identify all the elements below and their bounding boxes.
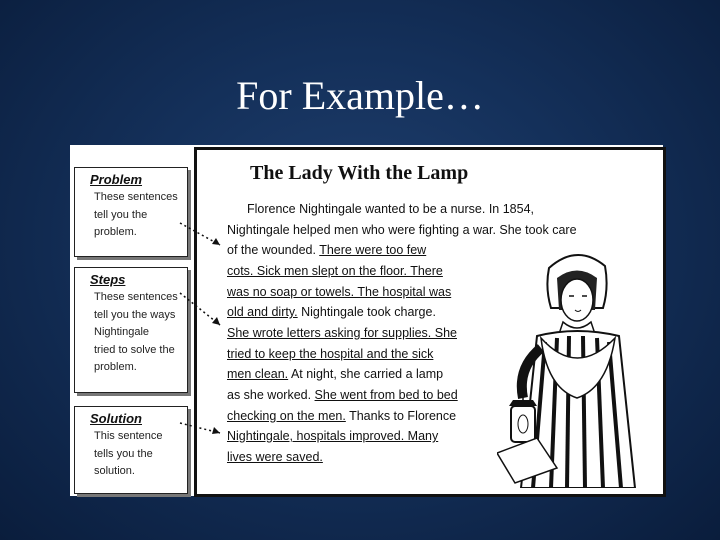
- example-figure: [70, 145, 663, 496]
- problem-line: problem.: [94, 226, 137, 238]
- story-line: was no soap or towels. The hospital was: [227, 285, 452, 299]
- story-line: checking on the men. Thanks to Florence: [227, 409, 457, 423]
- story-line: men clean. At night, she carried a lamp: [227, 367, 444, 381]
- story-title: The Lady With the Lamp: [250, 162, 469, 184]
- story-line: Florence Nightingale wanted to be a nurse. In 1854,: [247, 202, 534, 216]
- arrowhead-icon: [212, 238, 220, 245]
- slide-title: For Example…: [236, 73, 484, 118]
- story-line: old and dirty. Nightingale took charge.: [227, 305, 436, 319]
- problem-line: These sentences: [94, 191, 178, 203]
- steps-arrow: [180, 293, 220, 325]
- steps-line: Nightingale: [94, 326, 150, 338]
- arrowhead-icon: [212, 427, 220, 434]
- arrowhead-icon: [212, 317, 220, 325]
- solution-line: tells you the: [94, 447, 153, 460]
- story-line: She wrote letters asking for supplies. She: [227, 326, 457, 340]
- solution-line: This sentence: [94, 430, 163, 442]
- problem-line: tell you the: [94, 208, 148, 221]
- steps-line: These sentences: [94, 291, 178, 303]
- story-line: lives were saved.: [227, 450, 323, 464]
- steps-line: problem.: [94, 361, 137, 373]
- story-line: Nightingale, hospitals improved. Many: [227, 429, 439, 443]
- problem-title: Problem: [90, 172, 143, 187]
- steps-title: Steps: [90, 272, 126, 287]
- story-line: cots. Sick men slept on the floor. There: [227, 264, 443, 278]
- steps-line: tell you the ways: [94, 308, 176, 321]
- steps-line: tried to solve the: [94, 343, 175, 356]
- solution-line: solution.: [94, 465, 135, 477]
- solution-title: Solution: [90, 411, 142, 426]
- story-line: of the wounded. There were too few: [227, 243, 427, 257]
- callout-arrows: [70, 145, 663, 496]
- story-line: as she worked. She went from bed to bed: [227, 388, 458, 402]
- story-line: Nightingale helped men who were fighting a war. She took care: [227, 223, 577, 237]
- story-line: tried to keep the hospital and the sick: [227, 347, 434, 361]
